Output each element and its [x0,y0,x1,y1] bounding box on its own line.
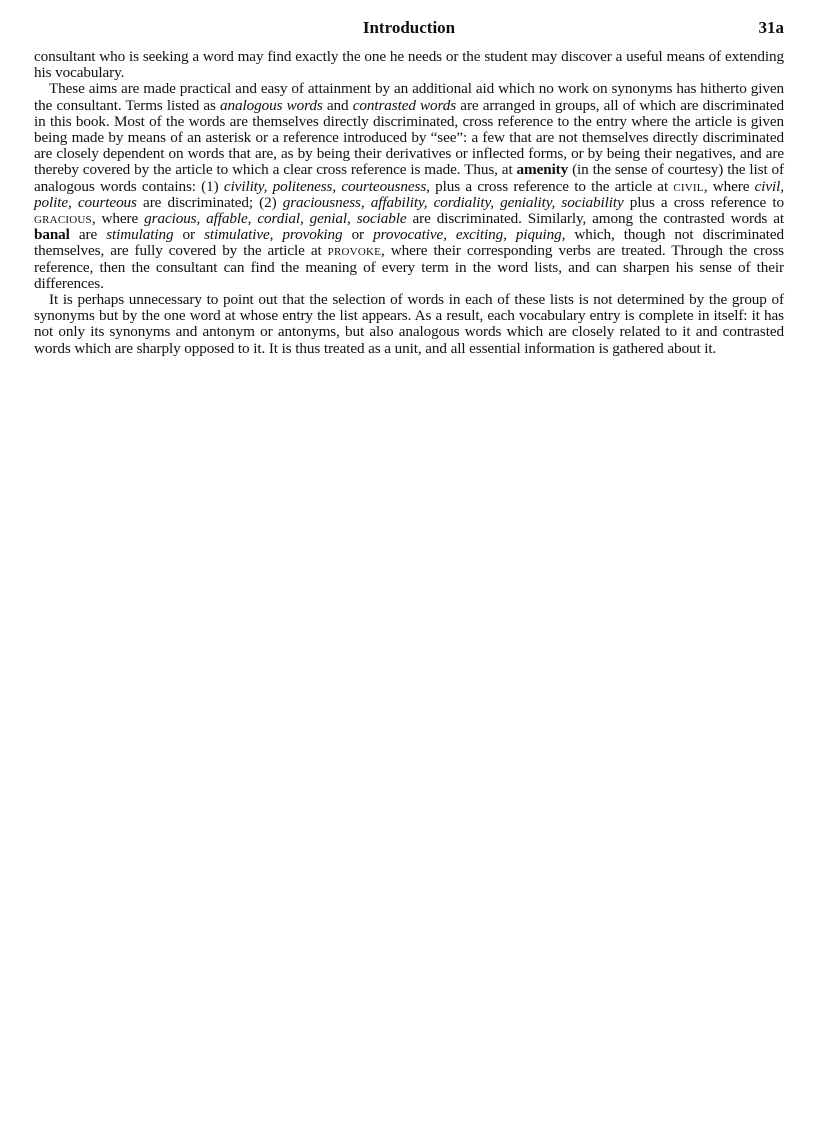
cross-reference: civil [673,177,704,195]
cross-reference: provoke [327,242,382,260]
body-text [34,49,784,357]
text-run: , where [91,210,145,228]
page [34,18,784,357]
text-run: These aims are made practical and easy of attainment by an additional aid which no work on synonyms has hitherto given the consultant. Terms listed as [34,80,784,114]
headword: banal [34,226,70,244]
word-list: provocative, exciting, piquing, [373,226,566,244]
text-run: plus a cross reference to [623,193,784,211]
word-list: civility, politeness, courteousness, [223,177,430,195]
word-list: contrasted words [352,96,457,114]
text-run: are [69,226,107,244]
text-run: It is perhaps unnecessary to point out that the selection of words in each of these lists is not determined by the group of synonyms but by the one word at whose entry the list appears. As a result, each vocabulary entry is complete in itself: it has not only its synonyms and antonym or antonyms, but also analogous words which are closely related to it and contrasted words which are sharply opposed to it. It is thus treated as a unit, and all essential information is gathered about it. [34,291,784,357]
word-list: analogous words [220,96,323,114]
text-run: consultant who is seeking a word may find exactly the one he needs or the student may discover a useful means of extending his vocabulary. [34,48,784,82]
text-run: are discriminated. Similarly, among the contrasted words at [406,210,784,228]
text-run: or [342,226,374,244]
page-number: 31a [758,18,784,37]
word-list: stimulating [106,226,174,244]
text-run: plus a cross reference to the article at [429,177,674,195]
cross-reference: gracious [34,210,92,228]
text-run: are discriminated; (2) [136,193,283,211]
word-list: stimulative, provoking [204,226,343,244]
running-head [34,18,784,40]
text-run: (in the sense of courtesy) the list of analogous words contains: (1) [34,161,784,195]
paragraph-2 [34,81,784,292]
text-run: , where [703,177,755,195]
text-run: , where their corresponding verbs are treated. Through the cross reference, then the consultant can find the meaning of every term in the word lists, and can sharpen his sense of their differences. [34,242,784,292]
text-run: are arranged in groups, all of which are discriminated in this book. Most of the words are themselves directly discriminated, cross reference to the entry where the article is given being made by means of an asterisk or a reference introduced by “see”: a few that are not themselves directly discriminated are closely dependent on words that are, as by being their derivatives or inflected forms, or by being their negatives, and are thereby covered by the article to which a clear cross reference is made. Thus, at [34,96,784,179]
word-list: gracious, affable, cordial, genial, sociable [144,210,407,228]
section-title: Introduction [362,18,456,37]
text-run: which, though not discriminated themselves, are fully covered by the article at [34,226,784,260]
paragraph-1 [34,49,784,81]
text-run: and [322,96,353,114]
paragraph-3 [34,292,784,357]
word-list: graciousness, affability, cordiality, geniality, sociability [282,193,624,211]
word-list: civil, polite, courteous [34,177,784,211]
headword: amenity [516,161,569,179]
text-run: or [173,226,205,244]
